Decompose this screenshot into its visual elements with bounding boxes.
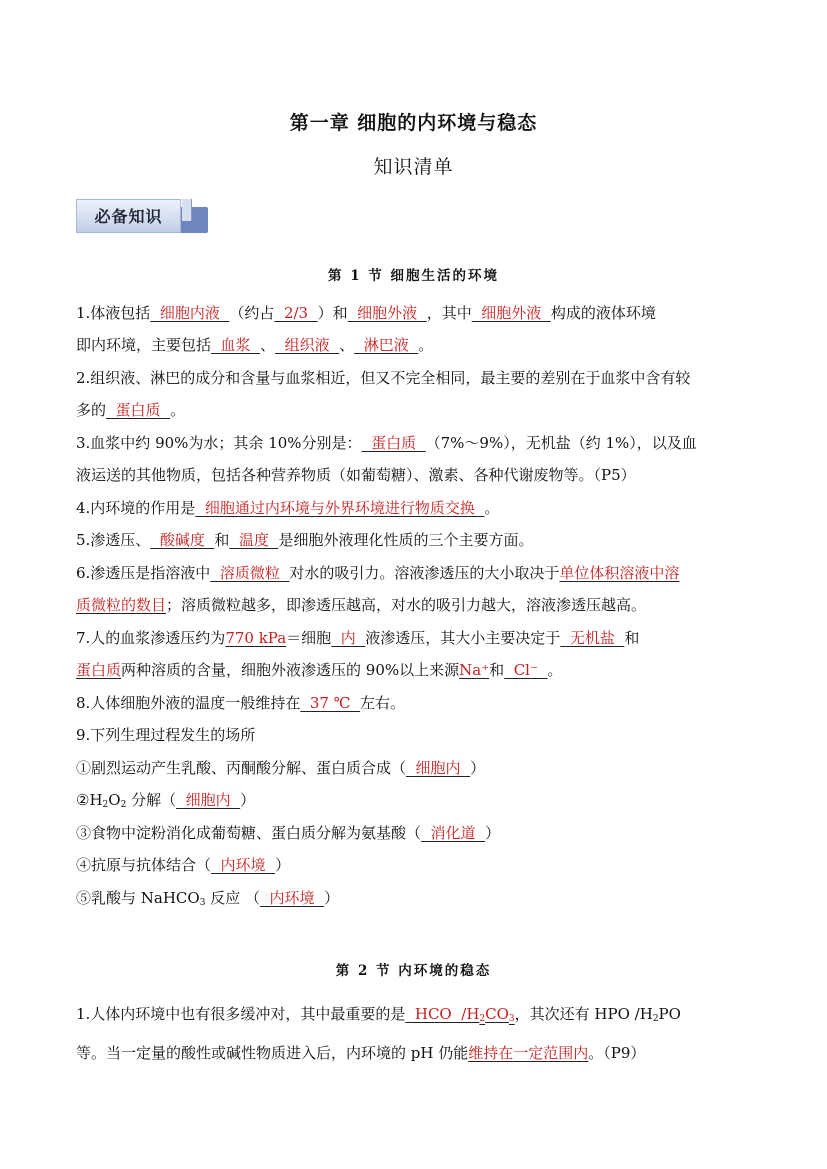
text: 6.渗透压是指溶液中 — [76, 564, 211, 582]
s1-q7-line1 — [76, 627, 639, 648]
answer-blank: 770 kPa — [225, 629, 287, 647]
text: 、 — [260, 336, 276, 354]
text: 液渗透压，其大小主要决定于 — [365, 629, 561, 647]
text: ；溶质微粒越多，即渗透压越高，对水的吸引力越大，溶液渗透压越高。 — [166, 596, 647, 614]
text: ②H — [76, 791, 103, 809]
s1-q4-line — [76, 497, 499, 518]
text: 和 — [489, 661, 505, 679]
answer-blank: 温度 — [229, 531, 279, 549]
text: 3.血浆中约 90%为水；其余 10%分别是： — [76, 434, 362, 452]
answer-blank: 细胞外液 — [347, 304, 427, 322]
text: 反应 （ — [205, 889, 260, 907]
answer-blank: Na⁺ — [459, 661, 490, 679]
s1-q8-line — [76, 692, 405, 713]
answer-blank: 蛋白质 — [106, 401, 171, 419]
text: 对水的吸引力。溶液渗透压的大小取决于 — [289, 564, 560, 582]
s2-q1-line2 — [76, 1042, 645, 1063]
answer-blank: 无机盐 — [560, 629, 625, 647]
s1-q3-line1 — [76, 432, 697, 453]
s1-q1-line1 — [76, 302, 656, 323]
s1-q3-line2 — [76, 464, 636, 485]
answer-blank: 内环境 — [211, 856, 276, 874]
text: （7%～9%），无机盐（约 1%），以及血 — [425, 434, 697, 452]
text: 。 — [484, 499, 500, 517]
text: 2.组织液、淋巴的成分和含量与血浆相近，但又不完全相同，最主要的差别在于血浆中含有较 — [76, 369, 691, 387]
answer-blank: 单位体积溶液中溶 — [559, 564, 680, 582]
text: 两种溶质的含量，细胞外液渗透压的 90%以上来源 — [121, 661, 460, 679]
s1-q1-line2 — [76, 334, 433, 355]
text: ） — [275, 856, 291, 874]
answer-blank: 淋巴液 — [354, 336, 419, 354]
text: 和 — [624, 629, 640, 647]
answer-blank: 37 ℃ — [300, 694, 361, 712]
text: 1.人体内环境中也有很多缓冲对，其中最重要的是 — [76, 1005, 406, 1023]
text: ③食物中淀粉消化成葡萄糖、蛋白质分解为氨基酸（ — [76, 824, 422, 842]
s1-q9-item4 — [76, 854, 290, 875]
text: PO — [658, 1005, 681, 1023]
text: ）和 — [317, 304, 348, 322]
s1-q6-line2 — [76, 594, 646, 615]
s1-q2-line1 — [76, 367, 690, 388]
answer-blank: CO — [485, 1005, 509, 1023]
answer-blank: 酸碱度 — [150, 531, 215, 549]
text: 构成的液体环境 — [550, 304, 656, 322]
text: ①剧烈运动产生乳酸、丙酮酸分解、蛋白质合成（ — [76, 759, 407, 777]
answer-blank: 蛋白质 — [361, 434, 426, 452]
answer-blank: 血浆 — [211, 336, 261, 354]
answer-blank: 细胞通过内环境与外界环境进行物质交换 — [195, 499, 485, 517]
section-badge — [76, 199, 208, 237]
text: 。 — [418, 336, 434, 354]
text: 4.内环境的作用是 — [76, 499, 196, 517]
answer-blank: 细胞内 — [406, 759, 471, 777]
badge-tab — [182, 199, 192, 221]
text: ＝细胞 — [286, 629, 332, 647]
text: 8.人体细胞外液的温度一般维持在 — [76, 694, 301, 712]
answer-blank: /H — [451, 1005, 480, 1023]
subscript: 2 — [652, 1014, 659, 1024]
chapter-subtitle: 知识清单 — [373, 156, 454, 178]
text: 7.人的血浆渗透压约为 — [76, 629, 226, 647]
text: ，其次还有 HPO /H — [514, 1005, 653, 1023]
s1-q7-line2 — [76, 659, 562, 680]
subscript: 2 — [102, 800, 109, 810]
text: ④抗原与抗体结合（ — [76, 856, 212, 874]
text: 即内环境，主要包括 — [76, 336, 212, 354]
text: 液运送的其他物质，包括各种营养物质（如葡萄糖）、激素、各种代谢废物等。（P5） — [76, 466, 636, 484]
text: 是细胞外液理化性质的三个主要方面。 — [278, 531, 534, 549]
answer-blank: 组织液 — [275, 336, 340, 354]
text: 左右。 — [360, 694, 406, 712]
text: （约占 — [229, 304, 275, 322]
subscript: 3 — [508, 1014, 515, 1024]
text: ） — [240, 791, 256, 809]
text: 。（P9） — [588, 1044, 646, 1062]
s1-q6-line1 — [76, 562, 679, 583]
text: 。 — [547, 661, 563, 679]
s2-q1-line1 — [76, 1003, 681, 1024]
answer-blank: 消化道 — [421, 824, 486, 842]
answer-blank: 2/3 — [274, 304, 318, 322]
answer-blank: 内环境 — [259, 889, 325, 907]
answer-blank: 细胞外液 — [471, 304, 551, 322]
badge-label: 必备知识 — [76, 199, 181, 233]
text: ⑤乳酸与 NaHCO — [76, 889, 200, 907]
text: ） — [470, 759, 486, 777]
section-1-heading: 第 1 节 细胞生活的环境 — [328, 268, 499, 284]
text: 5.渗透压、 — [76, 531, 151, 549]
answer-blank: 内 — [331, 629, 366, 647]
s1-q5-line — [76, 529, 534, 550]
s1-q9-item5 — [76, 887, 339, 908]
text: 等。当一定量的酸性或碱性物质进入后，内环境的 pH 仍能 — [76, 1044, 469, 1062]
text: 9.下列生理过程发生的场所 — [76, 726, 256, 744]
text: 、 — [339, 336, 355, 354]
s1-q2-line2 — [76, 399, 185, 420]
text: 。 — [170, 401, 186, 419]
text: 多的 — [76, 401, 107, 419]
text: 1.体液包括 — [76, 304, 151, 322]
answer-blank: HCO — [405, 1005, 452, 1023]
text: ） — [324, 889, 340, 907]
subscript: 2 — [479, 1014, 486, 1024]
subscript: 3 — [199, 898, 206, 908]
text: O — [108, 791, 121, 809]
section-2-heading: 第 2 节 内环境的稳态 — [335, 963, 492, 979]
s1-q9-heading — [76, 724, 255, 745]
answer-blank: 细胞内 — [176, 791, 241, 809]
answer-blank: 质微粒的数目 — [76, 596, 167, 614]
answer-blank: 蛋白质 — [76, 661, 122, 679]
answer-blank: 细胞内液 — [150, 304, 230, 322]
subscript: 2 — [120, 800, 127, 810]
text: ，其中 — [426, 304, 472, 322]
s1-q9-item3 — [76, 822, 500, 843]
s1-q9-item2 — [76, 789, 255, 810]
answer-blank: 维持在一定范围内 — [468, 1044, 589, 1062]
chapter-title: 第一章 细胞的内环境与稳态 — [289, 112, 538, 134]
text: ） — [485, 824, 501, 842]
text: 分解（ — [126, 791, 177, 809]
answer-blank: Cl⁻ — [504, 661, 548, 679]
s1-q9-item1 — [76, 757, 485, 778]
answer-blank: 溶质微粒 — [210, 564, 290, 582]
text: 和 — [214, 531, 230, 549]
